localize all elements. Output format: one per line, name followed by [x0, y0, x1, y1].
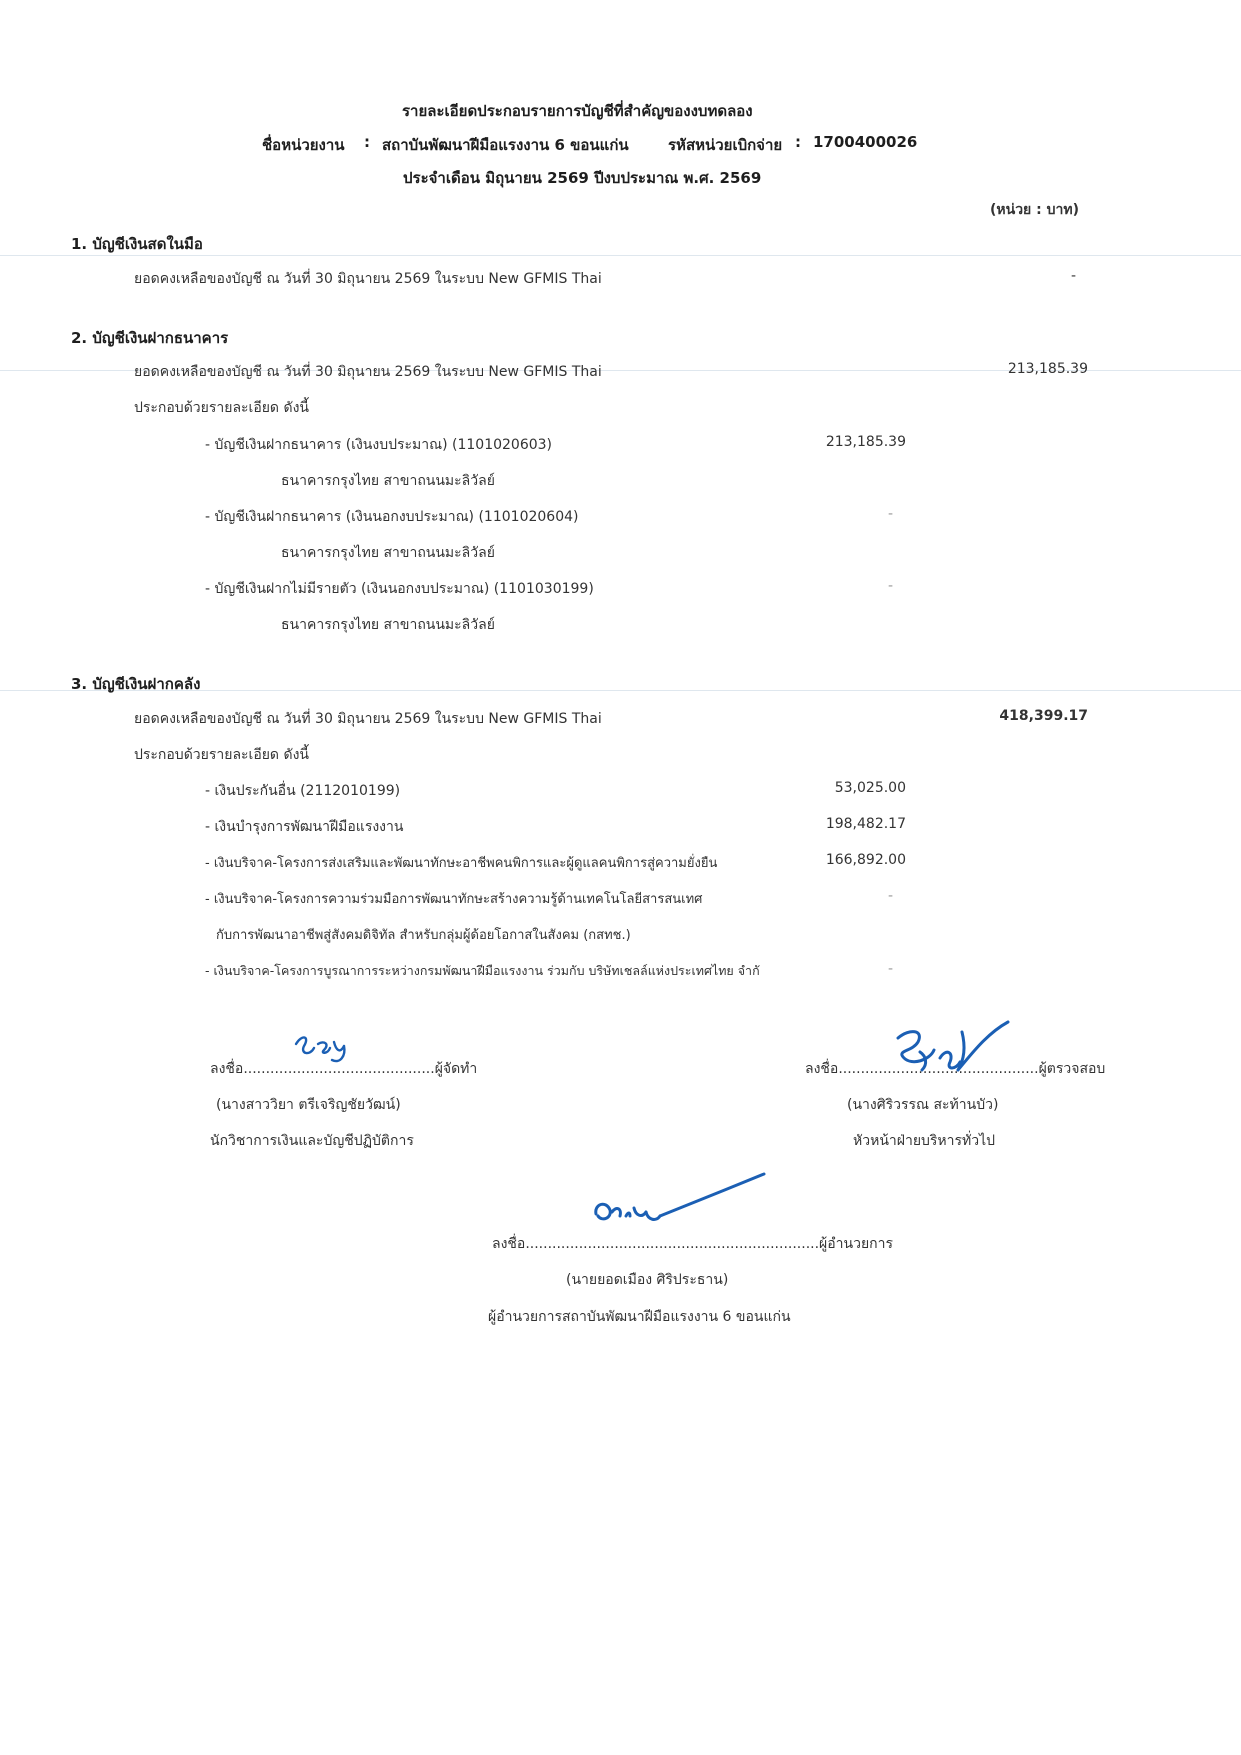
sign-prefix: ลงชื่อ	[805, 1061, 839, 1077]
disbursing-code: 1700400026	[813, 133, 918, 151]
account-item: - เงินบริจาค-โครงการความร่วมมือการพัฒนาทักษะสร้างความรู้ด้านเทคโนโลยีสารสนเทศ	[205, 892, 703, 907]
account-item: - เงินบำรุงการพัฒนาฝีมือแรงงาน	[205, 819, 404, 835]
sign-prefix: ลงชื่อ	[210, 1061, 244, 1077]
account-item: - บัญชีเงินฝากไม่มีรายตัว (เงินนอกงบประมาณ) (1101030199)	[205, 581, 594, 597]
account-item: - เงินประกันอื่น (2112010199)	[205, 783, 401, 799]
report-period: ประจำเดือน มิถุนายน 2569 ปีงบประมาณ พ.ศ. 2569	[403, 169, 762, 187]
director-name: (นายยอดเมือง ศิริประธาน)	[566, 1272, 729, 1288]
item-amount: -	[887, 506, 893, 522]
account-item: - เงินบริจาค-โครงการส่งเสริมและพัฒนาทักษะอาชีพคนพิการและผู้ดูแลคนพิการสู่ความยั่งยืน	[205, 856, 718, 871]
director-position: ผู้อำนวยการสถาบันพัฒนาฝีมือแรงงาน 6 ขอนแก่น	[488, 1309, 791, 1325]
section-heading: 2. บัญชีเงินฝากธนาคาร	[71, 329, 229, 347]
item-amount: -	[887, 888, 893, 904]
balance-value: 418,399.17	[999, 708, 1088, 724]
balance-text: ยอดคงเหลือของบัญชี ณ วันที่ 30 มิถุนายน 2569 ในระบบ New GFMIS Thai	[134, 364, 602, 380]
sign-role: ผู้จัดทำ	[434, 1061, 478, 1077]
sign-role: ผู้อำนวยการ	[819, 1236, 894, 1252]
balance-text: ยอดคงเหลือของบัญชี ณ วันที่ 30 มิถุนายน 2569 ในระบบ New GFMIS Thai	[134, 711, 602, 727]
item-amount: -	[887, 961, 893, 977]
sign-dots: ...........................................	[243, 1061, 435, 1077]
item-amount: -	[887, 578, 893, 594]
item-amount: 213,185.39	[825, 434, 906, 450]
item-amount: 198,482.17	[825, 816, 906, 832]
agency-label: ชื่อหน่วยงาน	[262, 136, 345, 154]
balance-text: ยอดคงเหลือของบัญชี ณ วันที่ 30 มิถุนายน 2569 ในระบบ New GFMIS Thai	[134, 271, 602, 287]
sign-dots: ..................................................................	[525, 1236, 820, 1252]
bank-name: ธนาคารกรุงไทย สาขาถนนมะลิวัลย์	[281, 545, 495, 561]
reviewer-position: หัวหน้าฝ่ายบริหารทั่วไป	[853, 1133, 996, 1149]
agency-name: สถาบันพัฒนาฝีมือแรงงาน 6 ขอนแก่น	[382, 136, 629, 154]
reviewer-signature	[890, 1008, 1020, 1088]
agency-sep: :	[364, 133, 370, 151]
document-title: รายละเอียดประกอบรายการบัญชีที่สำคัญของงบทดลอง	[402, 102, 753, 120]
detail-intro: ประกอบด้วยรายละเอียด ดังนี้	[134, 747, 309, 763]
account-item: - บัญชีเงินฝากธนาคาร (เงินนอกงบประมาณ) (1101020604)	[205, 509, 579, 525]
detail-intro: ประกอบด้วยรายละเอียด ดังนี้	[134, 400, 309, 416]
sign-prefix: ลงชื่อ	[492, 1236, 526, 1252]
disbursing-label: รหัสหน่วยเบิกจ่าย	[668, 136, 783, 154]
bank-name: ธนาคารกรุงไทย สาขาถนนมะลิวัลย์	[281, 617, 495, 633]
unit-label: (หน่วย : บาท)	[990, 202, 1079, 218]
sign-dots: .............................................	[838, 1061, 1039, 1077]
balance-value: 213,185.39	[1007, 361, 1088, 377]
preparer-name: (นางสาววิยา ตรีเจริญชัยวัฒน์)	[216, 1097, 401, 1113]
account-item-continued: กับการพัฒนาอาชีพสู่สังคมดิจิทัล สำหรับกลุ่มผู้ด้อยโอกาสในสังคม (กสทช.)	[216, 928, 631, 943]
preparer-position: นักวิชาการเงินและบัญชีปฏิบัติการ	[210, 1133, 414, 1149]
disbursing-sep: :	[795, 133, 801, 151]
bank-name: ธนาคารกรุงไทย สาขาถนนมะลิวัลย์	[281, 473, 495, 489]
section-heading: 3. บัญชีเงินฝากคลัง	[71, 675, 201, 693]
reviewer-name: (นางศิริวรรณ สะท้านบัว)	[847, 1097, 999, 1113]
account-item: - เงินบริจาค-โครงการบูรณาการระหว่างกรมพัฒนาฝีมือแรงงาน ร่วมกับ บริษัทเชลล์แห่งประเทศไทย จำกั	[205, 963, 760, 978]
section-heading: 1. บัญชีเงินสดในมือ	[71, 235, 203, 253]
account-item: - บัญชีเงินฝากธนาคาร (เงินงบประมาณ) (1101020603)	[205, 437, 553, 453]
preparer-signature	[290, 1030, 360, 1070]
balance-value: -	[1070, 268, 1076, 284]
director-signature	[590, 1168, 770, 1238]
item-amount: 53,025.00	[834, 780, 906, 796]
item-amount: 166,892.00	[825, 852, 906, 868]
sign-role: ผู้ตรวจสอบ	[1038, 1061, 1106, 1077]
